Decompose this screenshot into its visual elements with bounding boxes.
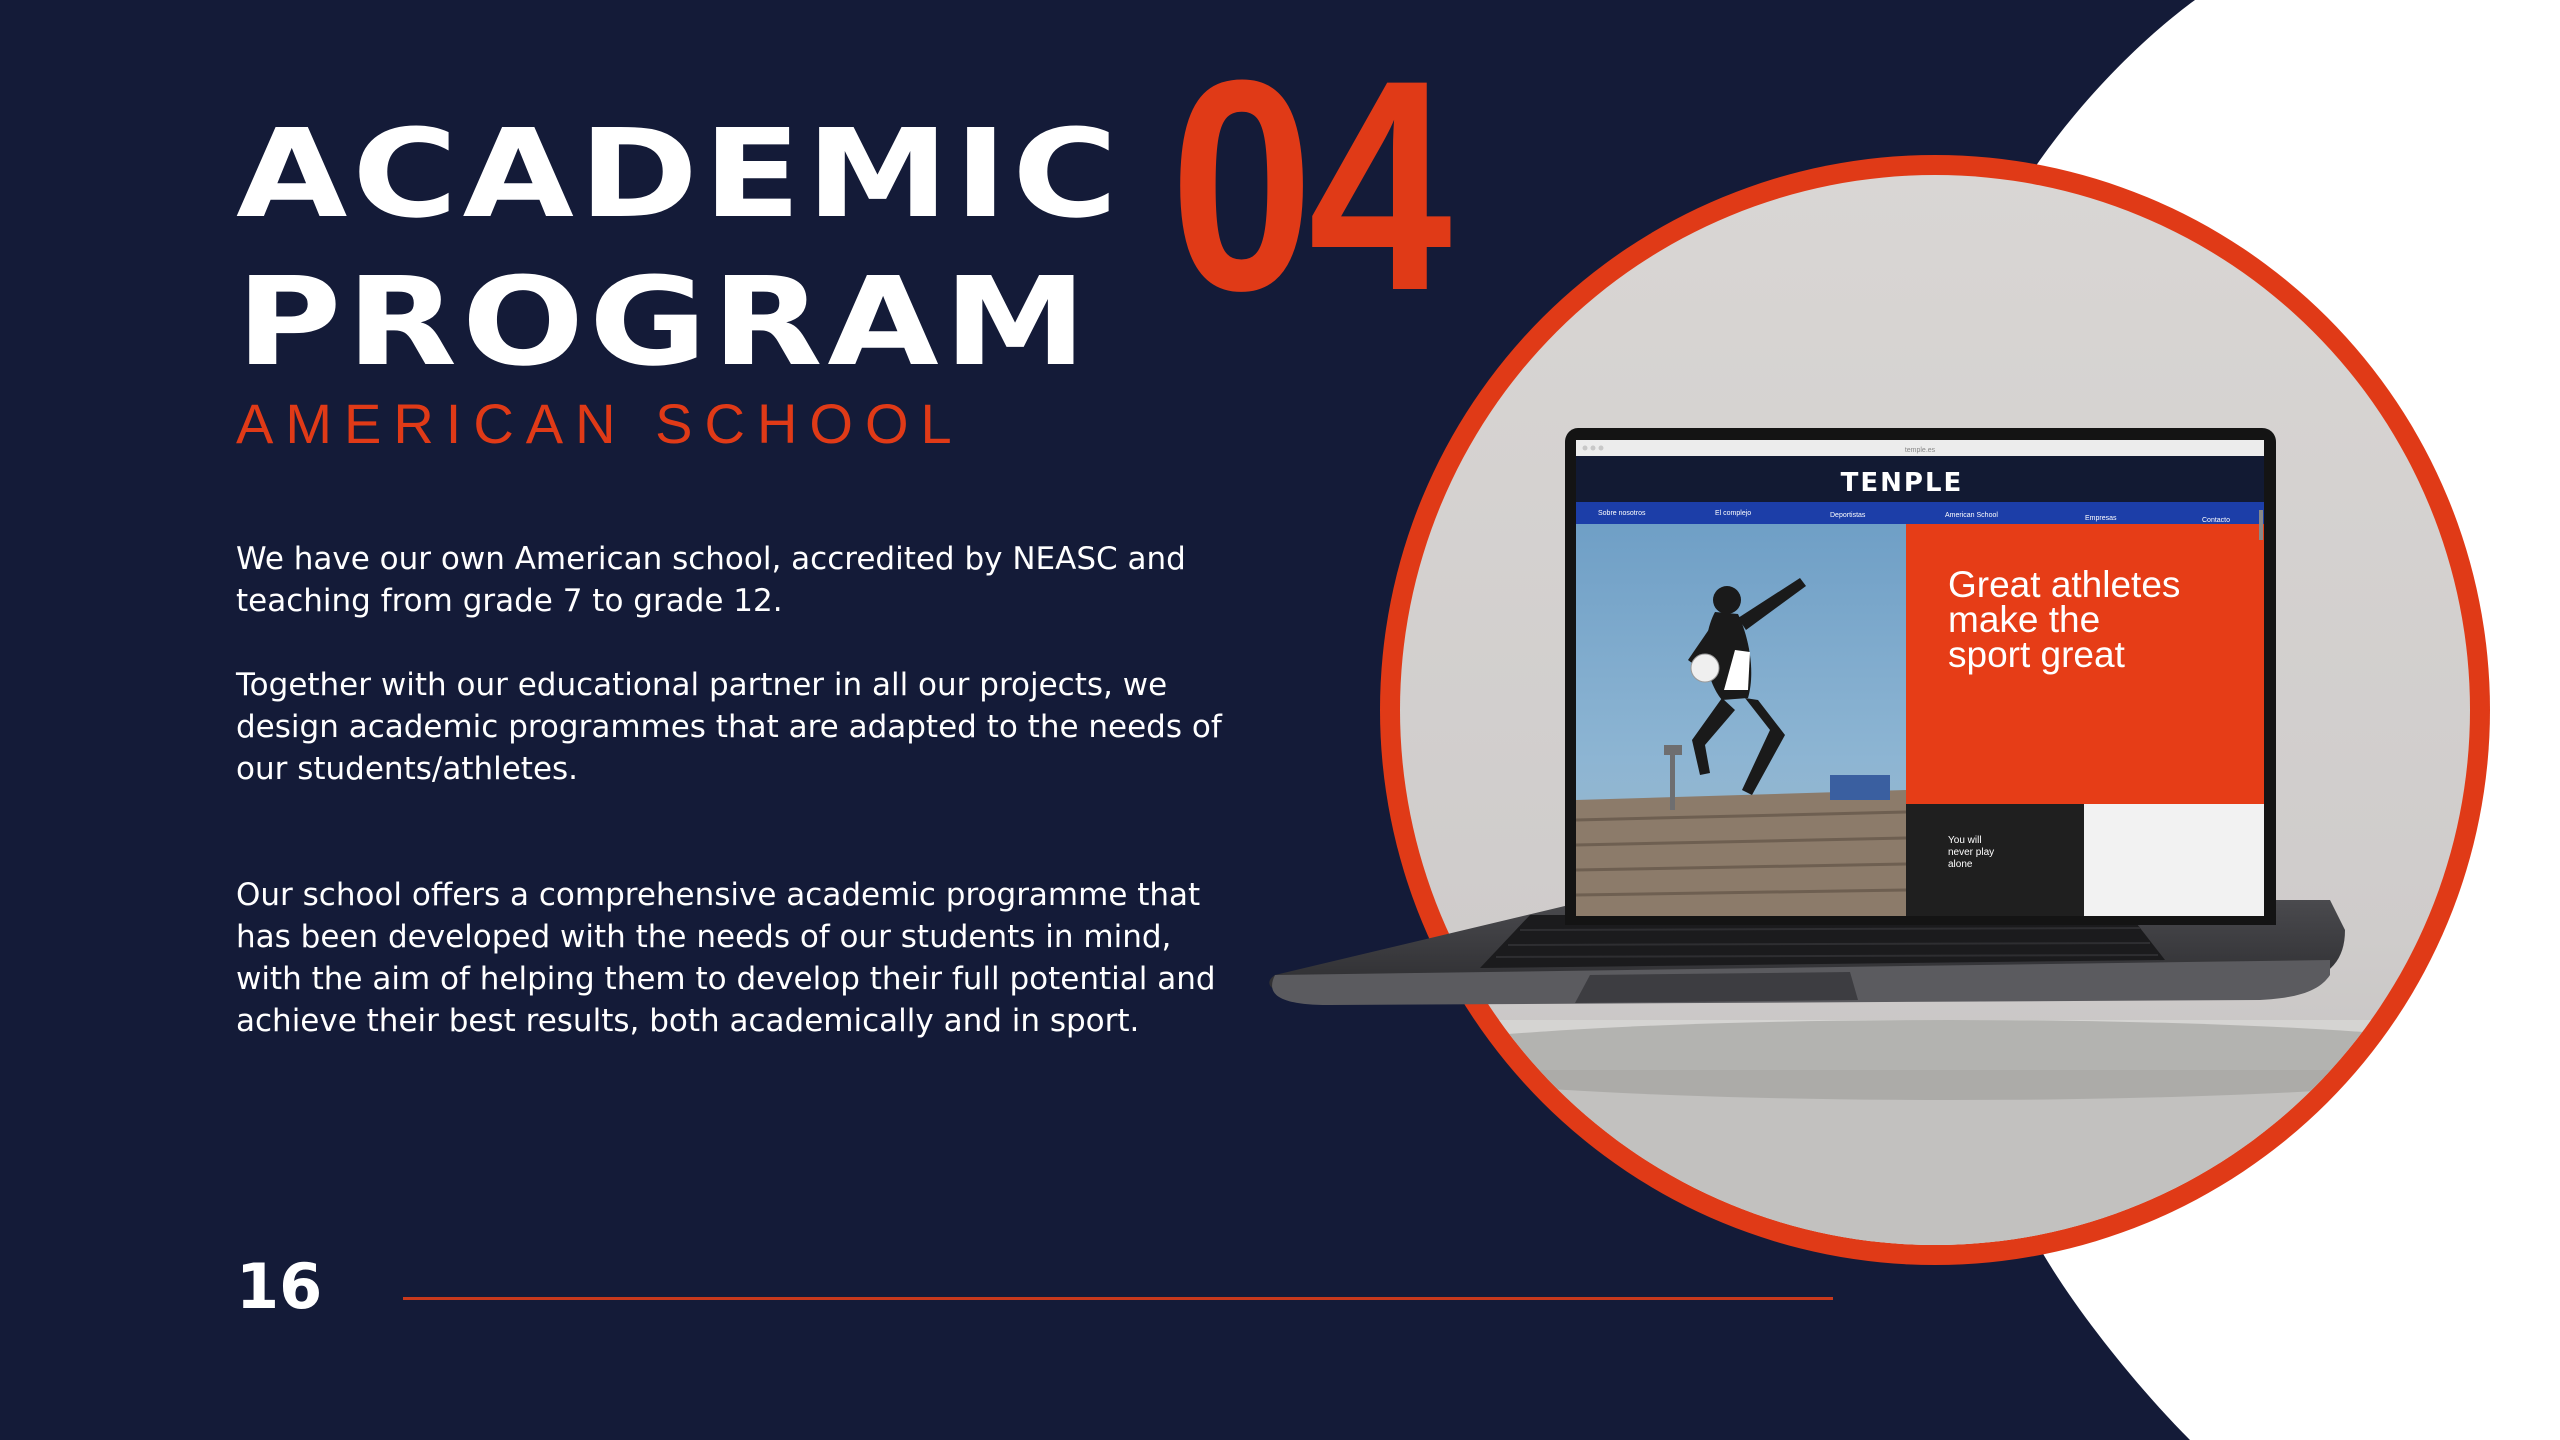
site-headline-3: sport great: [1948, 634, 2125, 675]
page-number: 16: [236, 1250, 323, 1323]
site-tagline-1: You will: [1948, 835, 1982, 846]
title-line-2: PROGRAM: [236, 251, 1092, 393]
site-tagline-2: never play: [1948, 847, 1995, 858]
site-nav-1: Sobre nosotros: [1598, 510, 1646, 517]
browser-url: temple.es: [1904, 447, 1936, 454]
site-tagline-3: alone: [1948, 859, 1973, 870]
site-nav-2: El complejo: [1715, 510, 1752, 517]
section-number: 04: [1170, 17, 1447, 353]
site-headline-2: make the: [1948, 599, 2101, 640]
site-nav-3: Deportistas: [1830, 512, 1866, 519]
paragraph-2: Together with our educational partner in all our projects, we design academic programmes that are adapted to the needs of our students/athletes.: [236, 667, 1222, 787]
site-logo: TENPLE: [1840, 468, 1964, 498]
site-headline-1: Great athletes: [1948, 564, 2181, 605]
site-nav-5: Empresas: [2085, 515, 2117, 522]
laptop-screen: [1565, 428, 2276, 925]
site-nav-6: Contacto: [2202, 517, 2231, 524]
paragraph-3: Our school offers a comprehensive academic programme that has been developed with the needs of our students in mind, with the aim of helping them to develop their full potential and achieve their best results, both academically and in sport.: [236, 877, 1216, 1039]
slide-subtitle: AMERICAN SCHOOL: [236, 392, 964, 455]
title-line-1: ACADEMIC: [236, 103, 1123, 245]
paragraph-1: We have our own American school, accredited by NEASC and teaching from grade 7 to grade 12.: [236, 541, 1186, 619]
site-nav-4: American School: [1945, 512, 1998, 519]
